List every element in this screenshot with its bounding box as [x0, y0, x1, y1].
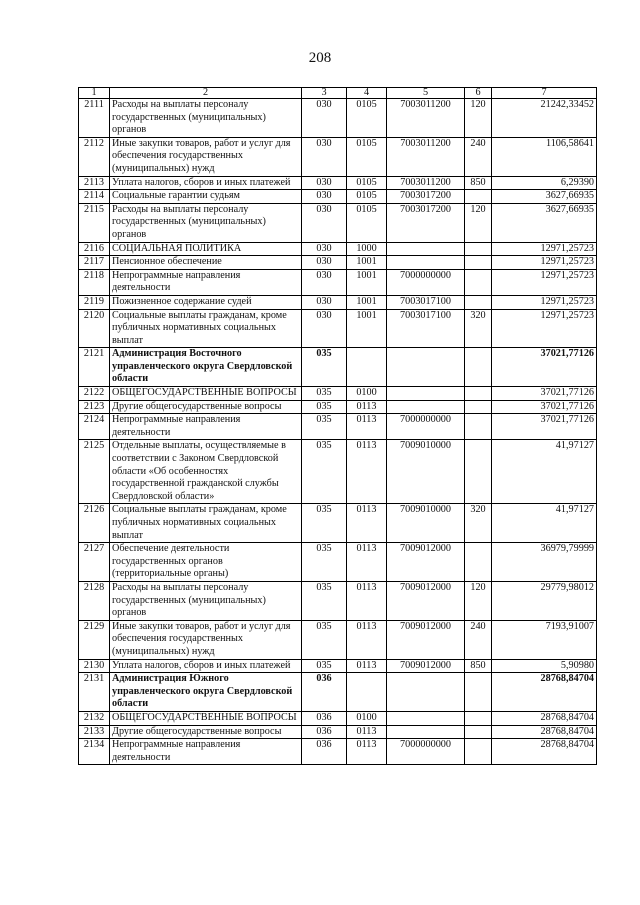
row-section-code: 0113: [347, 620, 387, 659]
table-header-row: [79, 88, 597, 99]
row-name: Иные закупки товаров, работ и услуг для обеспечения государственных (муниципальных) нужд: [110, 137, 302, 176]
row-target-code: 7003017100: [387, 295, 465, 309]
row-expense-type: [465, 414, 492, 440]
row-number: 2111: [79, 99, 110, 138]
table-row: [79, 581, 597, 620]
row-expense-type: [465, 400, 492, 414]
row-amount: 37021,77126: [492, 348, 597, 387]
row-amount: 29779,98012: [492, 581, 597, 620]
row-expense-type: [465, 242, 492, 256]
row-target-code: 7003017100: [387, 309, 465, 348]
row-admin-code: 030: [302, 269, 347, 295]
row-number: 2131: [79, 673, 110, 712]
row-number: 2125: [79, 440, 110, 504]
row-section-code: 0113: [347, 739, 387, 765]
table-row: [79, 295, 597, 309]
row-target-code: 7009012000: [387, 581, 465, 620]
row-number: 2121: [79, 348, 110, 387]
row-number: 2124: [79, 414, 110, 440]
table-row: [79, 400, 597, 414]
row-admin-code: 035: [302, 620, 347, 659]
row-expense-type: 120: [465, 99, 492, 138]
row-name: Администрация Восточного управленческого округа Свердловской области: [110, 348, 302, 387]
row-section-code: 0100: [347, 387, 387, 401]
row-name: Уплата налогов, сборов и иных платежей: [110, 659, 302, 673]
row-admin-code: 035: [302, 414, 347, 440]
row-section-code: 0105: [347, 190, 387, 204]
row-target-code: [387, 348, 465, 387]
row-name: Непрограммные направления деятельности: [110, 269, 302, 295]
row-amount: 41,97127: [492, 440, 597, 504]
table-row: [79, 739, 597, 765]
row-amount: 28768,84704: [492, 711, 597, 725]
row-section-code: 0105: [347, 99, 387, 138]
row-amount: 6,29390: [492, 176, 597, 190]
row-name: ОБЩЕГОСУДАРСТВЕННЫЕ ВОПРОСЫ: [110, 711, 302, 725]
row-amount: 36979,79999: [492, 543, 597, 582]
row-amount: 28768,84704: [492, 725, 597, 739]
table-row: [79, 504, 597, 543]
row-name: Отдельные выплаты, осуществляемые в соответствии с Законом Свердловской области «Об особенностях государственной гражданской службы Свердловской области»: [110, 440, 302, 504]
row-number: 2112: [79, 137, 110, 176]
table-row: [79, 414, 597, 440]
row-amount: 12971,25723: [492, 256, 597, 270]
row-section-code: 1001: [347, 309, 387, 348]
table-row: [79, 269, 597, 295]
row-target-code: 7009012000: [387, 543, 465, 582]
table-row: [79, 203, 597, 242]
row-target-code: [387, 725, 465, 739]
row-admin-code: 035: [302, 400, 347, 414]
row-expense-type: [465, 190, 492, 204]
row-admin-code: 030: [302, 176, 347, 190]
row-section-code: 0105: [347, 176, 387, 190]
row-section-code: 1001: [347, 295, 387, 309]
row-number: 2130: [79, 659, 110, 673]
row-number: 2114: [79, 190, 110, 204]
row-admin-code: 030: [302, 242, 347, 256]
row-name: СОЦИАЛЬНАЯ ПОЛИТИКА: [110, 242, 302, 256]
row-admin-code: 036: [302, 725, 347, 739]
row-number: 2127: [79, 543, 110, 582]
row-name: Другие общегосударственные вопросы: [110, 400, 302, 414]
table-row: [79, 176, 597, 190]
row-name: Социальные выплаты гражданам, кроме публичных нормативных социальных выплат: [110, 504, 302, 543]
row-expense-type: [465, 673, 492, 712]
row-expense-type: [465, 711, 492, 725]
row-target-code: 7009010000: [387, 504, 465, 543]
row-name: Пенсионное обеспечение: [110, 256, 302, 270]
row-admin-code: 030: [302, 256, 347, 270]
row-name: Расходы на выплаты персоналу государственных (муниципальных) органов: [110, 581, 302, 620]
row-name: Расходы на выплаты персоналу государственных (муниципальных) органов: [110, 203, 302, 242]
row-section-code: 0105: [347, 203, 387, 242]
table-row: [79, 387, 597, 401]
row-target-code: 7003011200: [387, 176, 465, 190]
table-row: [79, 440, 597, 504]
row-section-code: 1001: [347, 256, 387, 270]
row-target-code: [387, 400, 465, 414]
row-amount: 21242,33452: [492, 99, 597, 138]
row-section-code: 0113: [347, 440, 387, 504]
row-expense-type: 120: [465, 581, 492, 620]
row-name: Иные закупки товаров, работ и услуг для обеспечения государственных (муниципальных) нужд: [110, 620, 302, 659]
row-expense-type: 850: [465, 659, 492, 673]
row-expense-type: [465, 269, 492, 295]
row-target-code: 7009012000: [387, 620, 465, 659]
row-admin-code: 035: [302, 543, 347, 582]
table-body: [79, 99, 597, 765]
row-name: Обеспечение деятельности государственных органов (территориальные органы): [110, 543, 302, 582]
row-target-code: [387, 256, 465, 270]
row-admin-code: 030: [302, 190, 347, 204]
row-section-code: 0113: [347, 543, 387, 582]
row-section-code: 0113: [347, 581, 387, 620]
row-amount: 3627,66935: [492, 203, 597, 242]
table-row: [79, 190, 597, 204]
row-number: 2126: [79, 504, 110, 543]
row-amount: 28768,84704: [492, 673, 597, 712]
row-section-code: 0113: [347, 504, 387, 543]
row-number: 2115: [79, 203, 110, 242]
row-name: Непрограммные направления деятельности: [110, 414, 302, 440]
row-amount: 5,90980: [492, 659, 597, 673]
row-amount: 12971,25723: [492, 269, 597, 295]
row-section-code: 0113: [347, 414, 387, 440]
row-admin-code: 030: [302, 203, 347, 242]
row-target-code: 7003017200: [387, 203, 465, 242]
row-number: 2116: [79, 242, 110, 256]
row-target-code: 7009012000: [387, 659, 465, 673]
row-expense-type: 120: [465, 203, 492, 242]
row-section-code: [347, 348, 387, 387]
row-name: Пожизненное содержание судей: [110, 295, 302, 309]
table-row: [79, 543, 597, 582]
row-amount: 41,97127: [492, 504, 597, 543]
row-expense-type: [465, 348, 492, 387]
row-admin-code: 036: [302, 711, 347, 725]
row-amount: 7193,91007: [492, 620, 597, 659]
row-number: 2128: [79, 581, 110, 620]
row-admin-code: 035: [302, 504, 347, 543]
table-row: [79, 620, 597, 659]
row-number: 2119: [79, 295, 110, 309]
row-name: Расходы на выплаты персоналу государственных (муниципальных) органов: [110, 99, 302, 138]
row-section-code: 0100: [347, 711, 387, 725]
header-col-5: 5: [387, 88, 465, 99]
row-number: 2117: [79, 256, 110, 270]
row-amount: 12971,25723: [492, 242, 597, 256]
row-section-code: 0113: [347, 725, 387, 739]
table-row: [79, 242, 597, 256]
header-col-3: 3: [302, 88, 347, 99]
row-number: 2123: [79, 400, 110, 414]
row-target-code: 7000000000: [387, 269, 465, 295]
row-number: 2134: [79, 739, 110, 765]
table-row: [79, 725, 597, 739]
row-amount: 28768,84704: [492, 739, 597, 765]
table-row: [79, 309, 597, 348]
row-expense-type: [465, 725, 492, 739]
row-admin-code: 036: [302, 673, 347, 712]
row-name: Социальные выплаты гражданам, кроме публичных нормативных социальных выплат: [110, 309, 302, 348]
row-name: Уплата налогов, сборов и иных платежей: [110, 176, 302, 190]
row-target-code: 7000000000: [387, 739, 465, 765]
row-expense-type: 240: [465, 137, 492, 176]
header-col-4: 4: [347, 88, 387, 99]
row-number: 2120: [79, 309, 110, 348]
header-col-2: 2: [110, 88, 302, 99]
table-row: [79, 99, 597, 138]
row-amount: 3627,66935: [492, 190, 597, 204]
row-name: Непрограммные направления деятельности: [110, 739, 302, 765]
row-target-code: 7000000000: [387, 414, 465, 440]
row-expense-type: [465, 739, 492, 765]
row-name: Администрация Южного управленческого округа Свердловской области: [110, 673, 302, 712]
table-row: [79, 711, 597, 725]
row-target-code: 7009010000: [387, 440, 465, 504]
row-admin-code: 030: [302, 295, 347, 309]
row-admin-code: 030: [302, 137, 347, 176]
table-row: [79, 348, 597, 387]
row-name: Другие общегосударственные вопросы: [110, 725, 302, 739]
row-amount: 1106,58641: [492, 137, 597, 176]
row-number: 2133: [79, 725, 110, 739]
row-amount: 12971,25723: [492, 295, 597, 309]
row-target-code: 7003011200: [387, 137, 465, 176]
header-col-6: 6: [465, 88, 492, 99]
row-admin-code: 035: [302, 348, 347, 387]
row-expense-type: [465, 440, 492, 504]
row-admin-code: 036: [302, 739, 347, 765]
row-expense-type: [465, 543, 492, 582]
row-target-code: [387, 673, 465, 712]
table-row: [79, 256, 597, 270]
row-section-code: [347, 673, 387, 712]
row-expense-type: 850: [465, 176, 492, 190]
row-section-code: 1000: [347, 242, 387, 256]
row-expense-type: 320: [465, 504, 492, 543]
row-expense-type: 240: [465, 620, 492, 659]
row-admin-code: 030: [302, 99, 347, 138]
table-row: [79, 673, 597, 712]
row-amount: 37021,77126: [492, 387, 597, 401]
row-target-code: [387, 242, 465, 256]
header-col-7: 7: [492, 88, 597, 99]
row-target-code: [387, 387, 465, 401]
row-number: 2122: [79, 387, 110, 401]
table-row: [79, 137, 597, 176]
row-expense-type: [465, 295, 492, 309]
row-section-code: 1001: [347, 269, 387, 295]
row-amount: 12971,25723: [492, 309, 597, 348]
row-number: 2118: [79, 269, 110, 295]
budget-table: [78, 87, 597, 765]
row-target-code: 7003017200: [387, 190, 465, 204]
row-amount: 37021,77126: [492, 414, 597, 440]
page-number: 208: [308, 50, 332, 66]
row-target-code: 7003011200: [387, 99, 465, 138]
row-number: 2129: [79, 620, 110, 659]
row-name: Социальные гарантии судьям: [110, 190, 302, 204]
row-name: ОБЩЕГОСУДАРСТВЕННЫЕ ВОПРОСЫ: [110, 387, 302, 401]
row-expense-type: [465, 256, 492, 270]
row-admin-code: 030: [302, 309, 347, 348]
row-admin-code: 035: [302, 387, 347, 401]
row-number: 2113: [79, 176, 110, 190]
row-section-code: 0113: [347, 400, 387, 414]
row-expense-type: 320: [465, 309, 492, 348]
row-section-code: 0105: [347, 137, 387, 176]
row-target-code: [387, 711, 465, 725]
row-admin-code: 035: [302, 659, 347, 673]
row-expense-type: [465, 387, 492, 401]
table-row: [79, 659, 597, 673]
row-number: 2132: [79, 711, 110, 725]
row-admin-code: 035: [302, 581, 347, 620]
header-col-1: 1: [79, 88, 110, 99]
row-section-code: 0113: [347, 659, 387, 673]
row-amount: 37021,77126: [492, 400, 597, 414]
row-admin-code: 035: [302, 440, 347, 504]
